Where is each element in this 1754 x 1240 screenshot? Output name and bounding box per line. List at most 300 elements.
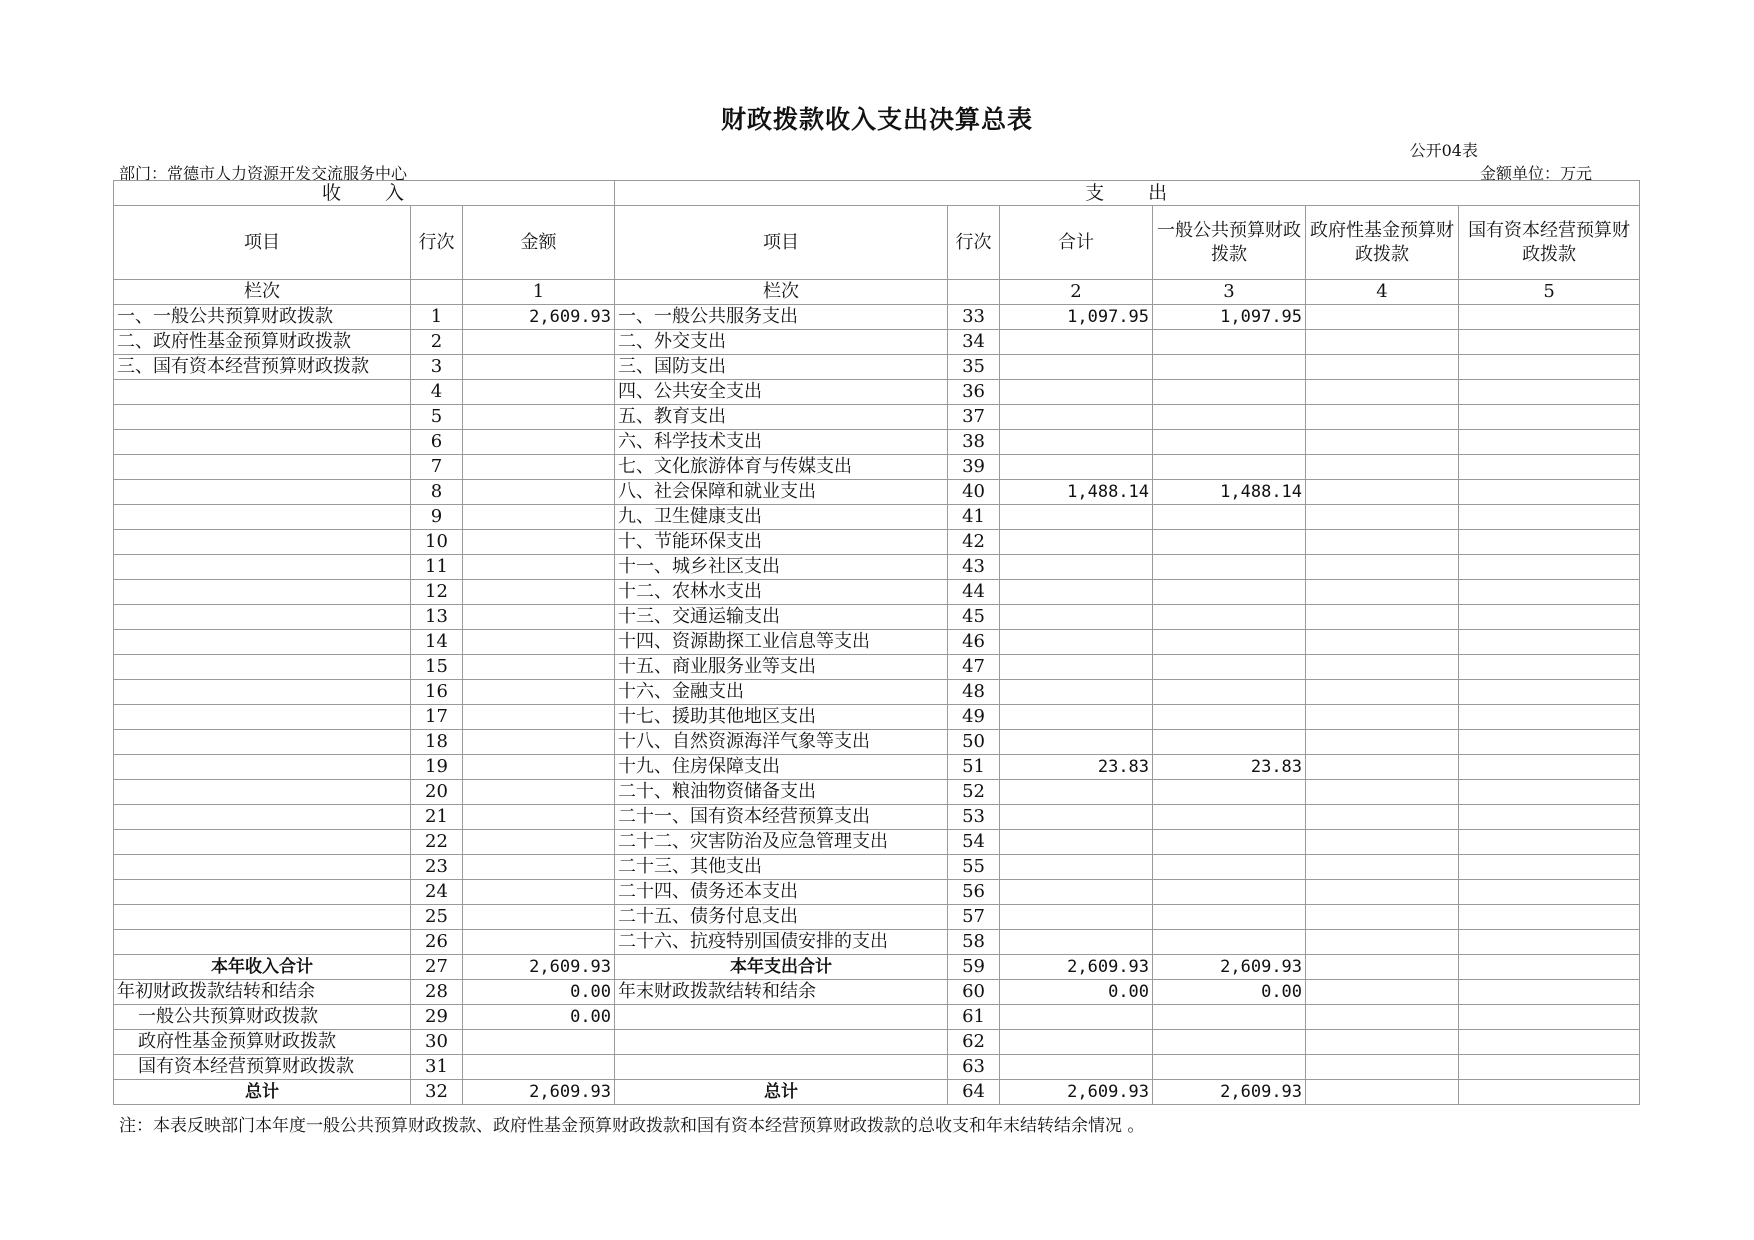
table-row (114, 880, 1640, 905)
expense-item: 五、教育支出 (615, 405, 948, 430)
expense-item: 总计 (615, 1080, 948, 1105)
gov-fund-amount (1306, 930, 1459, 955)
expense-item: 十八、自然资源海洋气象等支出 (615, 730, 948, 755)
expense-total (1000, 730, 1153, 755)
expense-item: 二十六、抗疫特别国债安排的支出 (615, 930, 948, 955)
income-item (114, 755, 411, 780)
table-row (114, 705, 1640, 730)
expense-line-no-header: 行次 (948, 206, 1000, 280)
expense-line-no: 36 (948, 380, 1000, 405)
expense-line-no: 42 (948, 530, 1000, 555)
expense-line-no: 48 (948, 680, 1000, 705)
general-budget-amount (1153, 330, 1306, 355)
income-line-no: 10 (411, 530, 463, 555)
expense-item: 六、科学技术支出 (615, 430, 948, 455)
expense-line-no: 61 (948, 1005, 1000, 1030)
gov-fund-amount (1306, 905, 1459, 930)
income-line-no: 5 (411, 405, 463, 430)
expense-total (1000, 880, 1153, 905)
expense-line-no: 37 (948, 405, 1000, 430)
income-line-no: 23 (411, 855, 463, 880)
gov-fund-amount (1306, 880, 1459, 905)
income-amount (463, 330, 615, 355)
expense-total (1000, 330, 1153, 355)
income-line-no: 15 (411, 655, 463, 680)
gov-fund-amount (1306, 980, 1459, 1005)
income-item (114, 380, 411, 405)
income-amount (463, 380, 615, 405)
gov-fund-amount (1306, 780, 1459, 805)
state-capital-amount (1459, 1080, 1640, 1105)
expense-line-no: 57 (948, 905, 1000, 930)
income-section-header: 收 入 (114, 181, 615, 206)
table-row (114, 605, 1640, 630)
expense-total: 2,609.93 (1000, 955, 1153, 980)
gov-fund-amount (1306, 1080, 1459, 1105)
table-row (114, 930, 1640, 955)
income-amount: 0.00 (463, 1005, 615, 1030)
expense-item-header: 项目 (615, 206, 948, 280)
income-amount (463, 530, 615, 555)
income-amount (463, 355, 615, 380)
colnum-4: 4 (1306, 280, 1459, 305)
general-budget-amount (1153, 730, 1306, 755)
colnum-2: 2 (1000, 280, 1153, 305)
table-row (114, 755, 1640, 780)
expense-line-no: 45 (948, 605, 1000, 630)
expense-line-no: 64 (948, 1080, 1000, 1105)
expense-line-no: 51 (948, 755, 1000, 780)
income-line-no: 18 (411, 730, 463, 755)
general-budget-amount (1153, 905, 1306, 930)
income-amount (463, 505, 615, 530)
income-amount (463, 780, 615, 805)
expense-line-no: 40 (948, 480, 1000, 505)
expense-total (1000, 805, 1153, 830)
state-capital-amount (1459, 580, 1640, 605)
state-capital-amount (1459, 330, 1640, 355)
table-row (114, 555, 1640, 580)
table-row (114, 830, 1640, 855)
expense-item: 九、卫生健康支出 (615, 505, 948, 530)
state-capital-amount (1459, 530, 1640, 555)
expense-item (615, 1005, 948, 1030)
colnum-3: 3 (1153, 280, 1306, 305)
general-budget-amount (1153, 405, 1306, 430)
income-line-no: 6 (411, 430, 463, 455)
state-capital-amount (1459, 930, 1640, 955)
table-row (114, 305, 1640, 330)
state-capital-amount (1459, 805, 1640, 830)
gov-fund-amount (1306, 505, 1459, 530)
general-budget-amount (1153, 455, 1306, 480)
income-amount-header: 金额 (463, 206, 615, 280)
income-amount (463, 455, 615, 480)
general-budget-amount (1153, 1055, 1306, 1080)
expense-line-no: 59 (948, 955, 1000, 980)
expense-line-no: 47 (948, 655, 1000, 680)
income-line-no: 13 (411, 605, 463, 630)
state-capital-amount (1459, 680, 1640, 705)
general-budget-amount (1153, 805, 1306, 830)
general-budget-amount (1153, 430, 1306, 455)
income-amount (463, 905, 615, 930)
income-line-no: 19 (411, 755, 463, 780)
income-amount (463, 655, 615, 680)
expense-total (1000, 530, 1153, 555)
expense-total (1000, 705, 1153, 730)
expense-line-no: 39 (948, 455, 1000, 480)
income-amount (463, 1055, 615, 1080)
income-amount (463, 930, 615, 955)
income-amount (463, 480, 615, 505)
expense-total (1000, 1005, 1153, 1030)
state-capital-amount (1459, 405, 1640, 430)
income-line-no: 14 (411, 630, 463, 655)
income-item-header: 项目 (114, 206, 411, 280)
grand-total-row (114, 1080, 1640, 1105)
table-row (114, 355, 1640, 380)
state-capital-amount (1459, 1030, 1640, 1055)
expense-total (1000, 455, 1153, 480)
gov-fund-amount (1306, 805, 1459, 830)
general-budget-amount (1153, 705, 1306, 730)
general-budget-amount (1153, 605, 1306, 630)
income-item (114, 680, 411, 705)
gov-fund-amount (1306, 355, 1459, 380)
income-amount: 2,609.93 (463, 1080, 615, 1105)
state-capital-amount (1459, 1005, 1640, 1030)
expense-line-no: 52 (948, 780, 1000, 805)
income-amount (463, 605, 615, 630)
expense-total (1000, 680, 1153, 705)
expense-item: 十六、金融支出 (615, 680, 948, 705)
expense-item: 本年支出合计 (615, 955, 948, 980)
income-line-no: 7 (411, 455, 463, 480)
colnum-blank (411, 280, 463, 305)
income-amount (463, 830, 615, 855)
state-capital-amount (1459, 630, 1640, 655)
expense-line-no: 33 (948, 305, 1000, 330)
gov-fund-amount (1306, 480, 1459, 505)
form-number: 公开04表 (1409, 141, 1478, 160)
expense-item (615, 1030, 948, 1055)
department-label: 部门：常德市人力资源开发交流服务中心 (119, 164, 408, 183)
income-amount (463, 580, 615, 605)
state-capital-amount (1459, 980, 1640, 1005)
income-item (114, 705, 411, 730)
expense-line-no: 50 (948, 730, 1000, 755)
expense-item: 二十二、灾害防治及应急管理支出 (615, 830, 948, 855)
income-line-no: 16 (411, 680, 463, 705)
gov-fund-amount (1306, 655, 1459, 680)
expense-total (1000, 830, 1153, 855)
gov-fund-amount (1306, 330, 1459, 355)
expense-item: 年末财政拨款结转和结余 (615, 980, 948, 1005)
gov-fund-amount (1306, 855, 1459, 880)
state-capital-amount (1459, 855, 1640, 880)
income-line-no: 11 (411, 555, 463, 580)
colnum-label-left: 栏次 (114, 280, 411, 305)
table-row (114, 405, 1640, 430)
state-capital-amount (1459, 455, 1640, 480)
income-line-no: 29 (411, 1005, 463, 1030)
general-budget-amount (1153, 580, 1306, 605)
income-amount (463, 680, 615, 705)
general-budget-amount (1153, 880, 1306, 905)
expense-total (1000, 630, 1153, 655)
gov-fund-amount (1306, 430, 1459, 455)
general-budget-amount (1153, 355, 1306, 380)
state-capital-amount (1459, 1055, 1640, 1080)
expense-total-header: 合计 (1000, 206, 1153, 280)
income-line-no: 31 (411, 1055, 463, 1080)
income-amount (463, 630, 615, 655)
expense-total (1000, 405, 1153, 430)
gov-fund-amount (1306, 1005, 1459, 1030)
expense-item: 十、节能环保支出 (615, 530, 948, 555)
carry-row (114, 1030, 1640, 1055)
table-row (114, 330, 1640, 355)
income-line-no: 9 (411, 505, 463, 530)
income-item (114, 880, 411, 905)
general-budget-amount (1153, 380, 1306, 405)
expense-item: 八、社会保障和就业支出 (615, 480, 948, 505)
expense-item (615, 1055, 948, 1080)
income-item (114, 855, 411, 880)
expense-item: 二十三、其他支出 (615, 855, 948, 880)
income-line-no: 27 (411, 955, 463, 980)
general-budget-amount (1153, 630, 1306, 655)
general-budget-amount (1153, 830, 1306, 855)
state-capital-amount (1459, 880, 1640, 905)
state-capital-amount (1459, 505, 1640, 530)
expense-item: 二、外交支出 (615, 330, 948, 355)
carry-row (114, 1005, 1640, 1030)
income-item (114, 930, 411, 955)
state-capital-amount (1459, 430, 1640, 455)
state-capital-amount (1459, 730, 1640, 755)
income-line-no: 12 (411, 580, 463, 605)
expense-total (1000, 605, 1153, 630)
table-row (114, 380, 1640, 405)
budget-table (113, 180, 1640, 1105)
general-budget-amount (1153, 855, 1306, 880)
table-row (114, 630, 1640, 655)
gov-fund-amount (1306, 680, 1459, 705)
income-amount (463, 805, 615, 830)
income-item (114, 830, 411, 855)
gov-fund-amount (1306, 555, 1459, 580)
income-amount (463, 405, 615, 430)
gov-fund-amount (1306, 955, 1459, 980)
expense-total (1000, 905, 1153, 930)
expense-line-no: 62 (948, 1030, 1000, 1055)
income-amount (463, 855, 615, 880)
expense-total (1000, 1030, 1153, 1055)
general-budget-amount (1153, 505, 1306, 530)
gov-fund-header: 政府性基金预算财政拨款 (1306, 206, 1459, 280)
unit-label: 金额单位：万元 (1480, 164, 1593, 183)
income-item: 一、一般公共预算财政拨款 (114, 305, 411, 330)
table-row (114, 580, 1640, 605)
gov-fund-amount (1306, 1030, 1459, 1055)
general-budget-amount: 1,097.95 (1153, 305, 1306, 330)
table-row (114, 805, 1640, 830)
expense-item: 四、公共安全支出 (615, 380, 948, 405)
general-budget-header: 一般公共预算财政拨款 (1153, 206, 1306, 280)
general-budget-amount (1153, 655, 1306, 680)
colnum-blank (948, 280, 1000, 305)
expense-line-no: 63 (948, 1055, 1000, 1080)
state-capital-amount (1459, 755, 1640, 780)
general-budget-amount: 23.83 (1153, 755, 1306, 780)
expense-total (1000, 555, 1153, 580)
gov-fund-amount (1306, 1055, 1459, 1080)
expense-item: 二十一、国有资本经营预算支出 (615, 805, 948, 830)
income-item (114, 805, 411, 830)
income-line-no: 21 (411, 805, 463, 830)
expense-total (1000, 505, 1153, 530)
general-budget-amount (1153, 1030, 1306, 1055)
income-item: 年初财政拨款结转和结余 (114, 980, 411, 1005)
state-capital-amount (1459, 380, 1640, 405)
table-row (114, 505, 1640, 530)
expense-total: 1,488.14 (1000, 480, 1153, 505)
general-budget-amount (1153, 555, 1306, 580)
expense-total: 0.00 (1000, 980, 1153, 1005)
income-line-no: 25 (411, 905, 463, 930)
table-row (114, 905, 1640, 930)
carry-row (114, 980, 1640, 1005)
expense-line-no: 35 (948, 355, 1000, 380)
income-item (114, 605, 411, 630)
expense-section-header: 支 出 (615, 181, 1640, 206)
expense-item: 十二、农林水支出 (615, 580, 948, 605)
income-item (114, 480, 411, 505)
expense-line-no: 56 (948, 880, 1000, 905)
colnum-5: 5 (1459, 280, 1640, 305)
state-capital-amount (1459, 605, 1640, 630)
table-row (114, 780, 1640, 805)
income-item (114, 405, 411, 430)
state-capital-amount (1459, 555, 1640, 580)
income-line-no: 30 (411, 1030, 463, 1055)
state-capital-amount (1459, 355, 1640, 380)
general-budget-amount: 2,609.93 (1153, 1080, 1306, 1105)
income-item (114, 555, 411, 580)
table-row (114, 455, 1640, 480)
income-line-no: 3 (411, 355, 463, 380)
expense-line-no: 49 (948, 705, 1000, 730)
page-title: 财政拨款收入支出决算总表 (720, 105, 1033, 134)
gov-fund-amount (1306, 705, 1459, 730)
income-line-no: 2 (411, 330, 463, 355)
income-amount (463, 430, 615, 455)
state-capital-amount (1459, 955, 1640, 980)
state-capital-amount (1459, 705, 1640, 730)
income-amount: 2,609.93 (463, 955, 615, 980)
income-amount (463, 730, 615, 755)
gov-fund-amount (1306, 755, 1459, 780)
income-amount (463, 755, 615, 780)
income-item (114, 505, 411, 530)
expense-total (1000, 580, 1153, 605)
income-item (114, 580, 411, 605)
table-row (114, 655, 1640, 680)
gov-fund-amount (1306, 380, 1459, 405)
carry-row (114, 1055, 1640, 1080)
table-row (114, 430, 1640, 455)
expense-item: 二十、粮油物资储备支出 (615, 780, 948, 805)
income-line-no: 4 (411, 380, 463, 405)
gov-fund-amount (1306, 455, 1459, 480)
table-row (114, 855, 1640, 880)
gov-fund-amount (1306, 630, 1459, 655)
income-amount: 0.00 (463, 980, 615, 1005)
state-capital-header: 国有资本经营预算财政拨款 (1459, 206, 1640, 280)
income-amount (463, 555, 615, 580)
table-row (114, 530, 1640, 555)
expense-item: 七、文化旅游体育与传媒支出 (615, 455, 948, 480)
expense-total: 2,609.93 (1000, 1080, 1153, 1105)
expense-total (1000, 655, 1153, 680)
expense-line-no: 46 (948, 630, 1000, 655)
income-line-no: 17 (411, 705, 463, 730)
income-item (114, 780, 411, 805)
general-budget-amount: 0.00 (1153, 980, 1306, 1005)
expense-item: 二十四、债务还本支出 (615, 880, 948, 905)
expense-line-no: 58 (948, 930, 1000, 955)
colnum-1: 1 (463, 280, 615, 305)
general-budget-amount (1153, 930, 1306, 955)
general-budget-amount (1153, 1005, 1306, 1030)
income-item (114, 905, 411, 930)
expense-item: 十七、援助其他地区支出 (615, 705, 948, 730)
general-budget-amount (1153, 780, 1306, 805)
gov-fund-amount (1306, 830, 1459, 855)
gov-fund-amount (1306, 730, 1459, 755)
expense-total: 1,097.95 (1000, 305, 1153, 330)
income-item: 总计 (114, 1080, 411, 1105)
expense-total (1000, 855, 1153, 880)
expense-total (1000, 780, 1153, 805)
expense-line-no: 38 (948, 430, 1000, 455)
income-amount (463, 880, 615, 905)
expense-total (1000, 380, 1153, 405)
income-amount (463, 705, 615, 730)
income-item (114, 430, 411, 455)
expense-line-no: 60 (948, 980, 1000, 1005)
state-capital-amount (1459, 480, 1640, 505)
footnote: 注：本表反映部门本年度一般公共预算财政拨款、政府性基金预算财政拨款和国有资本经营预算财政拨款的总收支和年末结转结余情况 。 (119, 1116, 1145, 1136)
income-line-no: 20 (411, 780, 463, 805)
subtotal-row (114, 955, 1640, 980)
income-item: 三、国有资本经营预算财政拨款 (114, 355, 411, 380)
income-item (114, 455, 411, 480)
state-capital-amount (1459, 830, 1640, 855)
income-item: 一般公共预算财政拨款 (114, 1005, 411, 1030)
expense-item: 一、一般公共服务支出 (615, 305, 948, 330)
expense-line-no: 34 (948, 330, 1000, 355)
table-row (114, 730, 1640, 755)
general-budget-amount (1153, 530, 1306, 555)
expense-item: 二十五、债务付息支出 (615, 905, 948, 930)
income-line-no: 1 (411, 305, 463, 330)
income-item (114, 530, 411, 555)
expense-line-no: 43 (948, 555, 1000, 580)
gov-fund-amount (1306, 605, 1459, 630)
